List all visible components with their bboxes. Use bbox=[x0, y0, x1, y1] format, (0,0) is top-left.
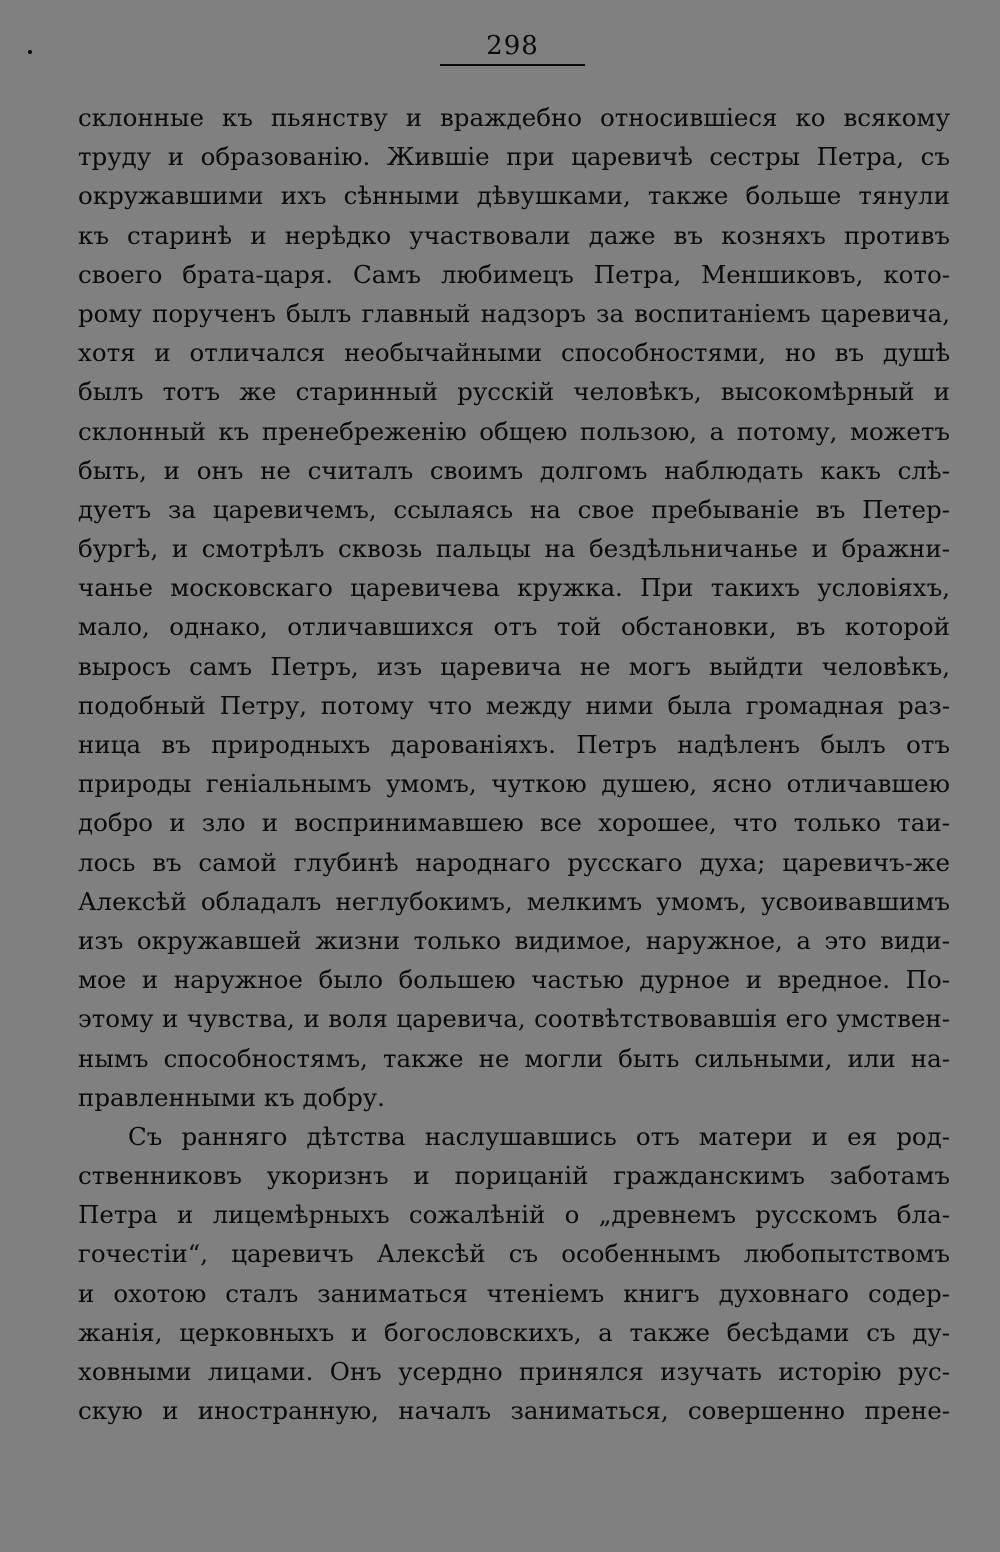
page-header bbox=[440, 30, 585, 66]
text-line: чанье московскаго царевичева кружка. При такихъ условіяхъ, bbox=[78, 573, 950, 603]
text-line: природы геніальнымъ умомъ, чуткою душею, ясно отличавшею bbox=[78, 769, 950, 799]
speck-mark bbox=[28, 50, 32, 54]
paragraph-end-line: правленными къ добру. bbox=[78, 1082, 385, 1112]
text-line: скую и иностранную, началъ заниматься, совершенно прене- bbox=[78, 1396, 950, 1426]
text-line: лось въ самой глубинѣ народнаго русскаго духа; царевичъ-же bbox=[78, 847, 950, 877]
text-line: окружавшими ихъ сѣнными дѣвушками, также больше тянули bbox=[78, 181, 950, 211]
text-line: мало, однако, отличавшихся отъ той обстановки, въ которой bbox=[78, 612, 950, 642]
text-line: гочестіи“, царевичъ Алексѣй съ особеннымъ любопытствомъ bbox=[78, 1239, 950, 1269]
text-line: добро и зло и воспринимавшею все хорошее, что только таи- bbox=[78, 808, 950, 838]
text-line: выросъ самъ Петръ, изъ царевича не могъ выйдти человѣкъ, bbox=[78, 651, 950, 681]
text-line: ница въ природныхъ дарованіяхъ. Петръ надѣленъ былъ отъ bbox=[78, 730, 950, 759]
text-line: склонные къ пьянству и враждебно относившіеся ко всякому bbox=[78, 103, 950, 132]
header-rule bbox=[440, 64, 585, 66]
text-line: дуетъ за царевичемъ, ссылаясь на свое пребываніе въ Петер- bbox=[78, 494, 950, 524]
text-line: мое и наружное было большею частью дурное и вредное. По- bbox=[78, 965, 950, 995]
page-number: 298 bbox=[486, 31, 539, 61]
text-line: былъ тотъ же старинный русскій человѣкъ, высокомѣрный и bbox=[78, 377, 950, 407]
text-line: къ старинѣ и нерѣдко участвовали даже въ козняхъ противъ bbox=[78, 220, 950, 250]
body-text bbox=[78, 98, 950, 1430]
text-line: труду и образованію. Жившіе при царевичѣ сестры Петра, съ bbox=[78, 142, 950, 172]
text-line: Петра и лицемѣрныхъ сожалѣній о „древнемъ русскомъ бла- bbox=[78, 1200, 950, 1230]
text-line: ственниковъ укоризнъ и порицаній гражданскимъ заботамъ bbox=[78, 1161, 950, 1191]
paragraph-start-line: Съ ранняго дѣтства наслушавшись отъ матери и ея род- bbox=[128, 1121, 950, 1151]
text-line: бургѣ, и смотрѣлъ сквозь пальцы на бездѣльничанье и бражни- bbox=[78, 534, 950, 564]
text-line: ховными лицами. Онъ усердно принялся изучать исторію рус- bbox=[78, 1357, 950, 1386]
text-line: своего брата-царя. Самъ любимецъ Петра, Меншиковъ, кото- bbox=[78, 259, 950, 289]
text-line: жанія, церковныхъ и богословскихъ, а также бесѣдами съ ду- bbox=[78, 1317, 950, 1347]
text-line: и охотою сталъ заниматься чтеніемъ книгъ духовнаго содер- bbox=[78, 1278, 950, 1308]
text-line: склонный къ пренебреженію общею пользою, а потому, можетъ bbox=[78, 416, 950, 446]
text-line: быть, и онъ не считалъ своимъ долгомъ наблюдать какъ слѣ- bbox=[78, 455, 950, 485]
text-line: этому и чувства, и воля царевича, соотвѣтствовавшія его умствен- bbox=[78, 1004, 950, 1034]
text-line: изъ окружавшей жизни только видимое, наружное, а это види- bbox=[78, 925, 950, 955]
text-line: нымъ способностямъ, также не могли быть сильными, или на- bbox=[78, 1043, 950, 1073]
text-line: хотя и отличался необычайными способностями, но въ душѣ bbox=[78, 338, 950, 368]
text-line: подобный Петру, потому что между ними была громадная раз- bbox=[78, 690, 950, 720]
text-line: рому порученъ былъ главный надзоръ за воспитаніемъ царевича, bbox=[78, 298, 950, 328]
text-line: Алексѣй обладалъ неглубокимъ, мелкимъ умомъ, усвоивавшимъ bbox=[78, 886, 950, 916]
